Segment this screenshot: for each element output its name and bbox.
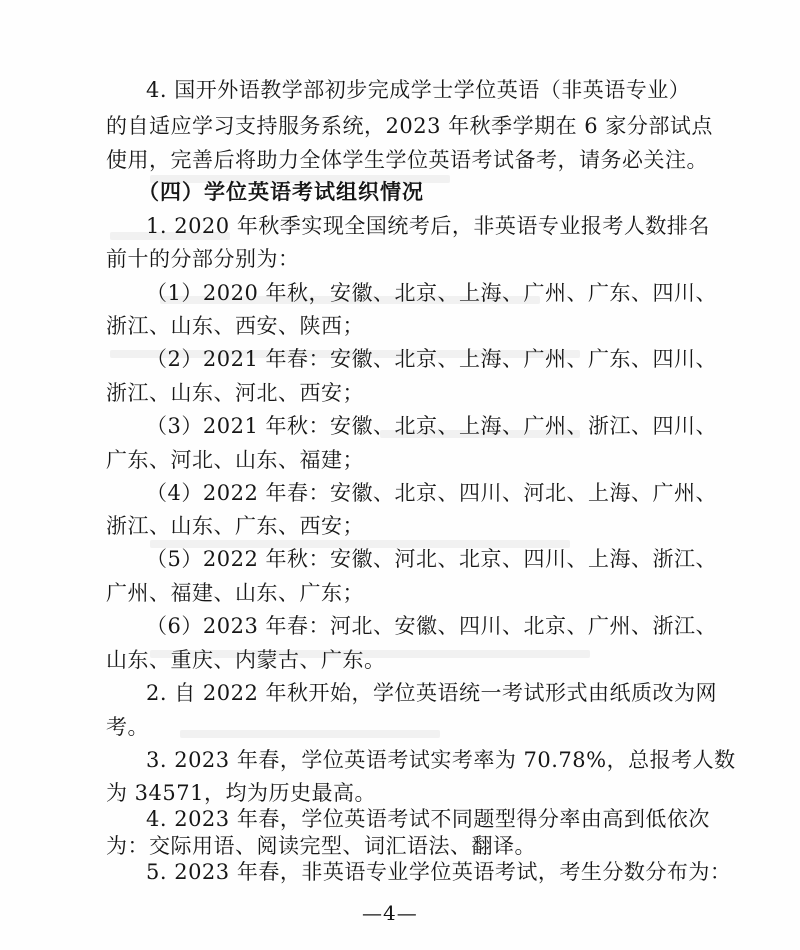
page-number: —4—: [362, 901, 418, 925]
bleed-through-mark: [180, 730, 440, 738]
paragraph-line: 为：交际用语、阅读完型、词汇语法、翻译。: [106, 834, 536, 858]
list-item-line: （1）2020 年秋，安徽、北京、上海、广州、广东、四川、: [146, 281, 717, 305]
paragraph-line: 1. 2020 年秋季实现全国统考后，非英语专业报考人数排名: [146, 214, 710, 238]
list-item-line: （5）2022 年秋：安徽、河北、北京、四川、上海、浙江、: [146, 547, 717, 571]
paragraph-line: 的自适应学习支持服务系统，2023 年秋季学期在 6 家分部试点: [106, 114, 713, 138]
list-item-line: （3）2021 年秋：安徽、北京、上海、广州、浙江、四川、: [146, 414, 717, 438]
paragraph-line: 3. 2023 年春，学位英语考试实考率为 70.78%，总报考人数: [146, 748, 736, 772]
list-item-line: 浙江、山东、河北、西安；: [106, 381, 364, 405]
list-item-line: 广州、福建、山东、广东；: [106, 581, 364, 605]
paragraph-line: 4. 国开外语教学部初步完成学士学位英语（非英语专业）: [146, 78, 691, 102]
list-item-line: 广东、河北、山东、福建；: [106, 448, 364, 472]
list-item-line: （6）2023 年春：河北、安徽、四川、北京、广州、浙江、: [146, 614, 717, 638]
list-item-line: （4）2022 年春：安徽、北京、四川、河北、上海、广州、: [146, 481, 717, 505]
list-item-line: 浙江、山东、西安、陕西；: [106, 314, 364, 338]
list-item-line: 浙江、山东、广东、西安；: [106, 514, 364, 538]
paragraph-line: 前十的分部分别为：: [106, 247, 300, 271]
paragraph-line: 使用，完善后将助力全体学生学位英语考试备考，请务必关注。: [106, 148, 708, 172]
section-heading: （四）学位英语考试组织情况: [138, 179, 424, 204]
paragraph-line: 2. 自 2022 年秋开始，学位英语统一考试形式由纸质改为网: [146, 681, 718, 705]
paragraph-line: 考。: [106, 715, 149, 739]
paragraph-line: 5. 2023 年春，非英语专业学位英语考试，考生分数分布为：: [146, 860, 732, 884]
list-item-line: （2）2021 年春：安徽、北京、上海、广州、广东、四川、: [146, 347, 717, 371]
paragraph-line: 4. 2023 年春，学位英语考试不同题型得分率由高到低依次: [146, 807, 710, 831]
list-item-line: 山东、重庆、内蒙古、广东。: [106, 648, 386, 672]
paragraph-line: 为 34571，均为历史最高。: [106, 781, 376, 805]
